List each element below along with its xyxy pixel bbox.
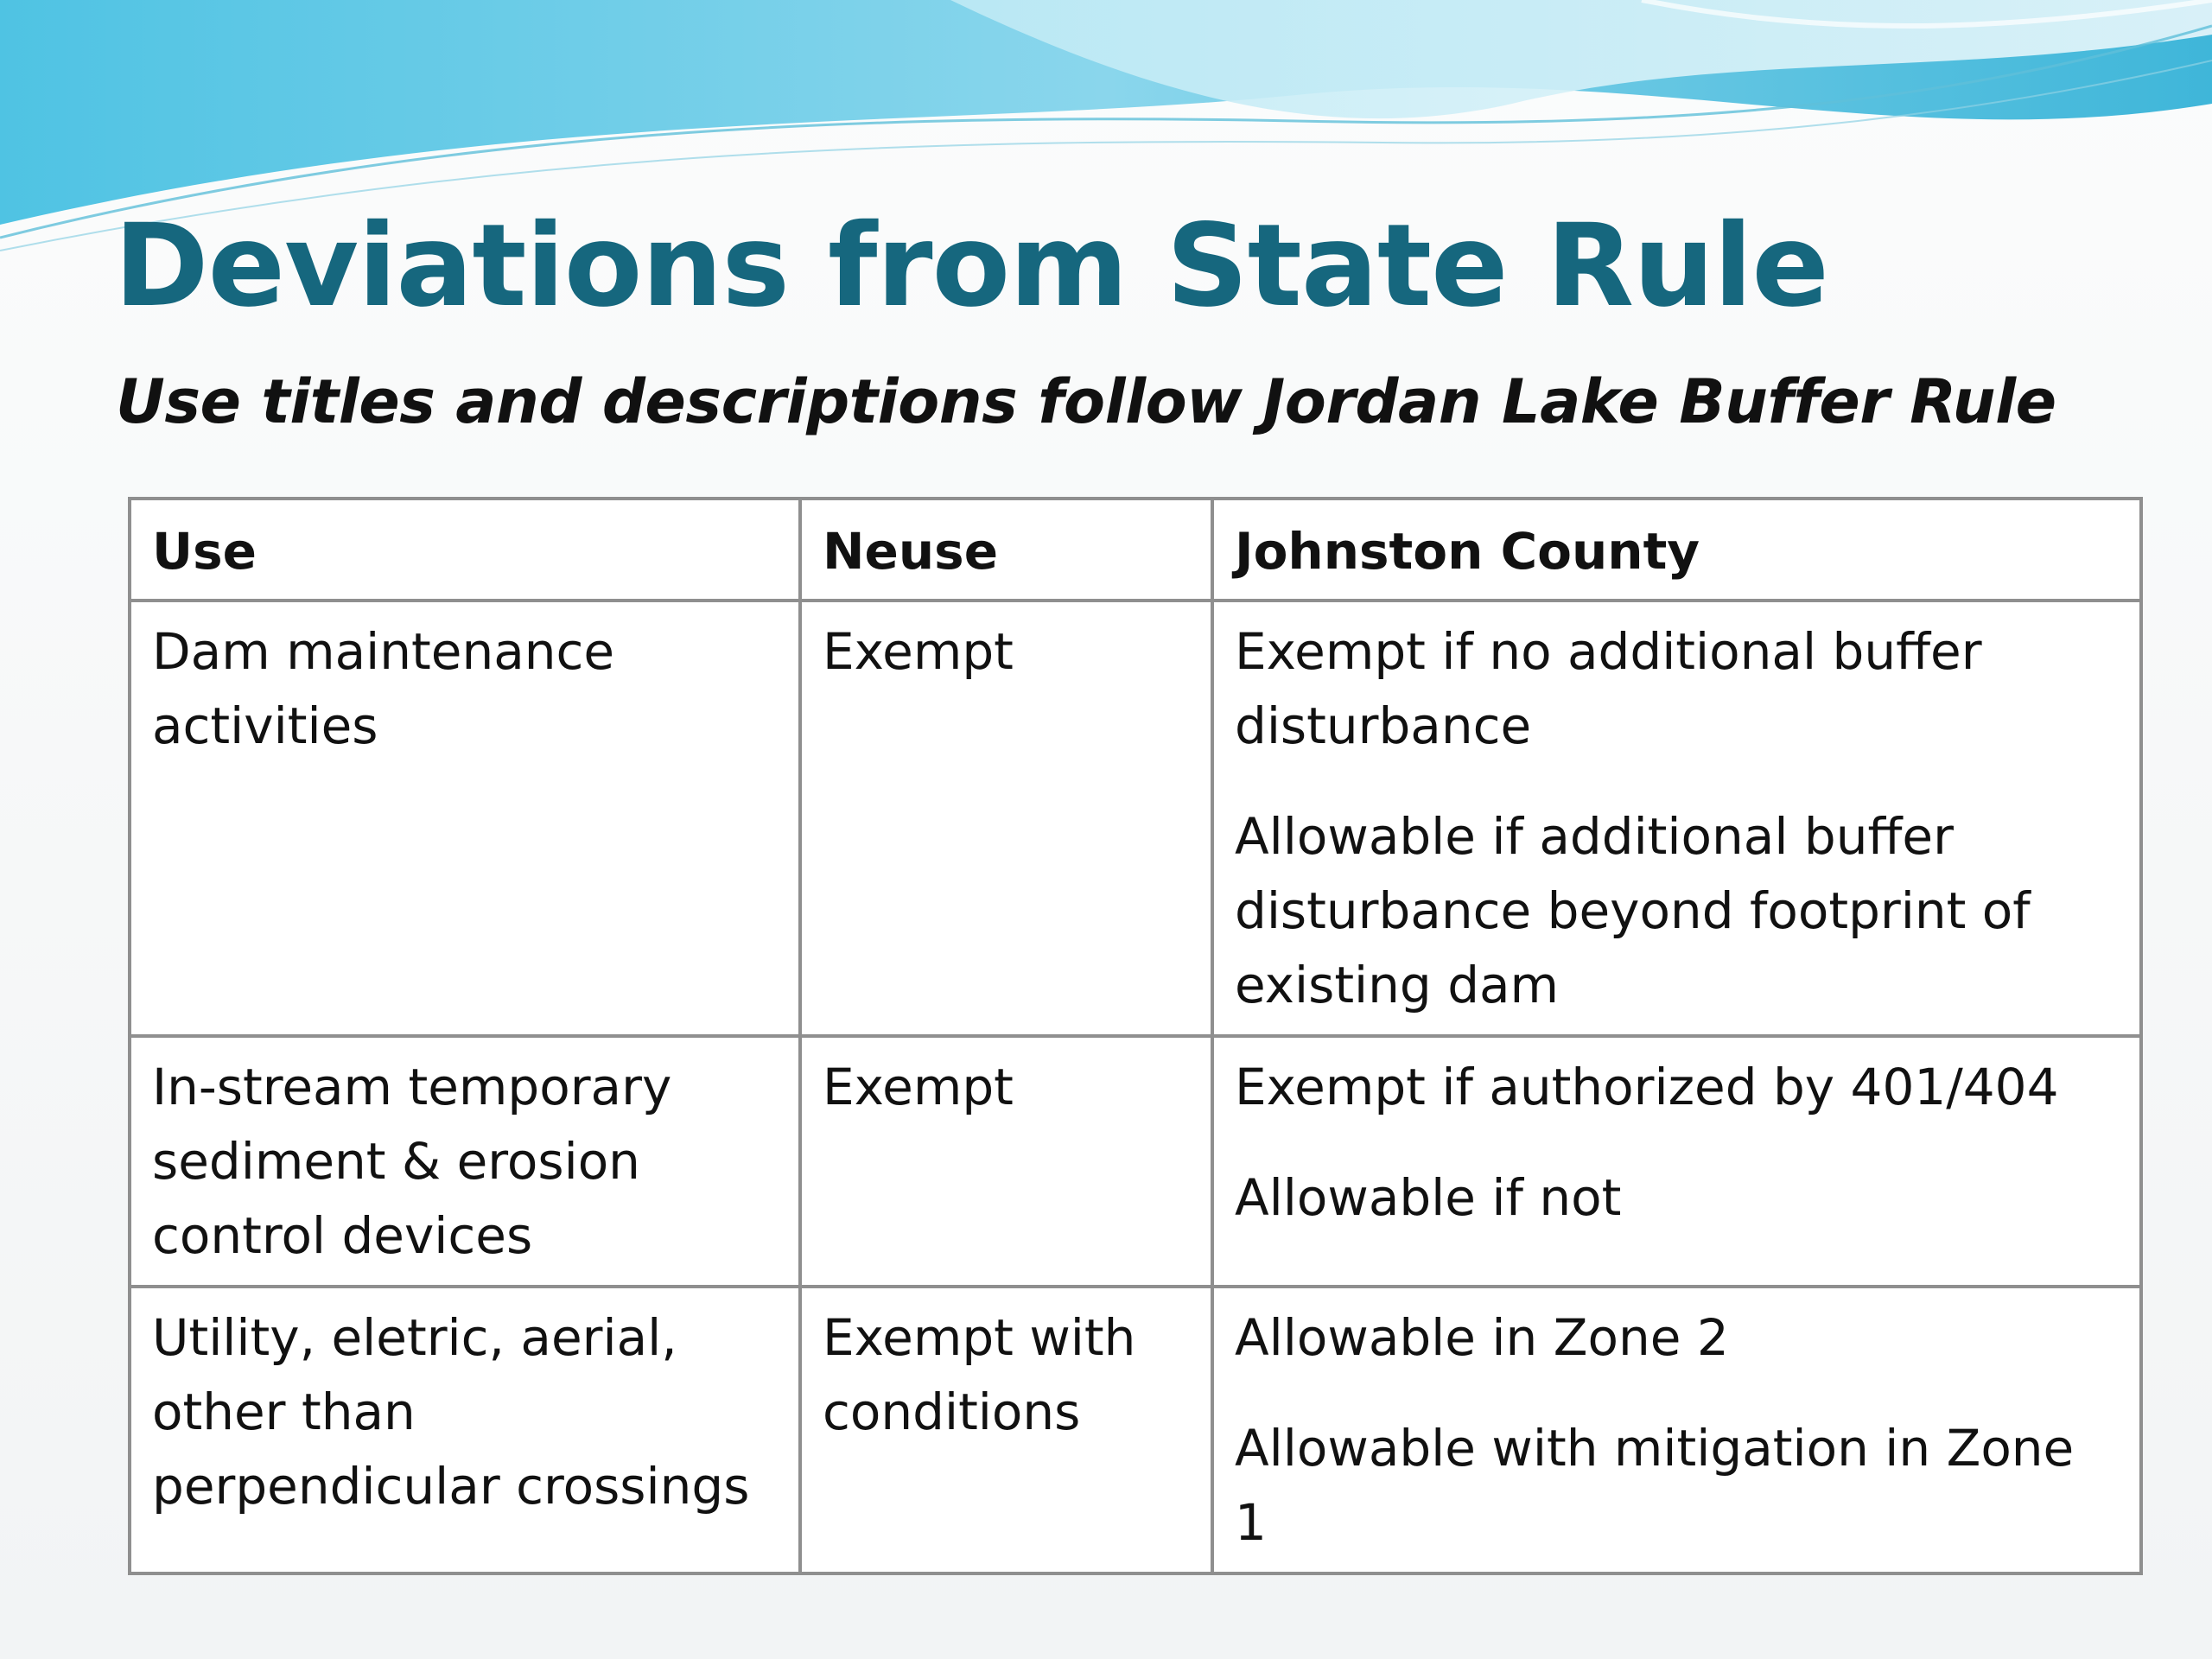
cell-paragraph: Exempt if authorized by 401/404 bbox=[1235, 1058, 2059, 1116]
cell-neuse: Exempt bbox=[800, 601, 1212, 1036]
table-row bbox=[130, 601, 2141, 1036]
cell-neuse: Exempt bbox=[800, 1036, 1212, 1287]
slide-title: Deviations from State Rule bbox=[114, 200, 1828, 333]
header-use: Use bbox=[130, 499, 800, 601]
cell-use: Utility, eletric, aerial, other than perpendicular crossings bbox=[130, 1287, 800, 1573]
table-header-row bbox=[130, 499, 2141, 601]
deviations-table bbox=[128, 497, 2143, 1575]
slide-subtitle: Use titles and descriptions follow Jordan Lake Buffer Rule bbox=[116, 366, 2056, 437]
header-johnston-county: Johnston County bbox=[1212, 499, 2141, 601]
cell-paragraph: Allowable if not bbox=[1235, 1168, 1622, 1227]
cell-use: In-stream temporary sediment & erosion control devices bbox=[130, 1036, 800, 1287]
table-row bbox=[130, 1036, 2141, 1287]
header-neuse: Neuse bbox=[800, 499, 1212, 601]
cell-johnston-county bbox=[1212, 601, 2141, 1036]
cell-paragraph: Exempt if no additional buffer disturbance bbox=[1235, 622, 1982, 755]
cell-johnston-county bbox=[1212, 1287, 2141, 1573]
cell-neuse: Exempt with conditions bbox=[800, 1287, 1212, 1573]
cell-johnston-county bbox=[1212, 1036, 2141, 1287]
cell-paragraph: Allowable with mitigation in Zone 1 bbox=[1235, 1419, 2075, 1552]
cell-paragraph: Allowable in Zone 2 bbox=[1235, 1308, 1729, 1367]
table-row bbox=[130, 1287, 2141, 1573]
cell-paragraph: Allowable if additional buffer disturbance beyond footprint of existing dam bbox=[1235, 807, 2031, 1014]
cell-use: Dam maintenance activities bbox=[130, 601, 800, 1036]
